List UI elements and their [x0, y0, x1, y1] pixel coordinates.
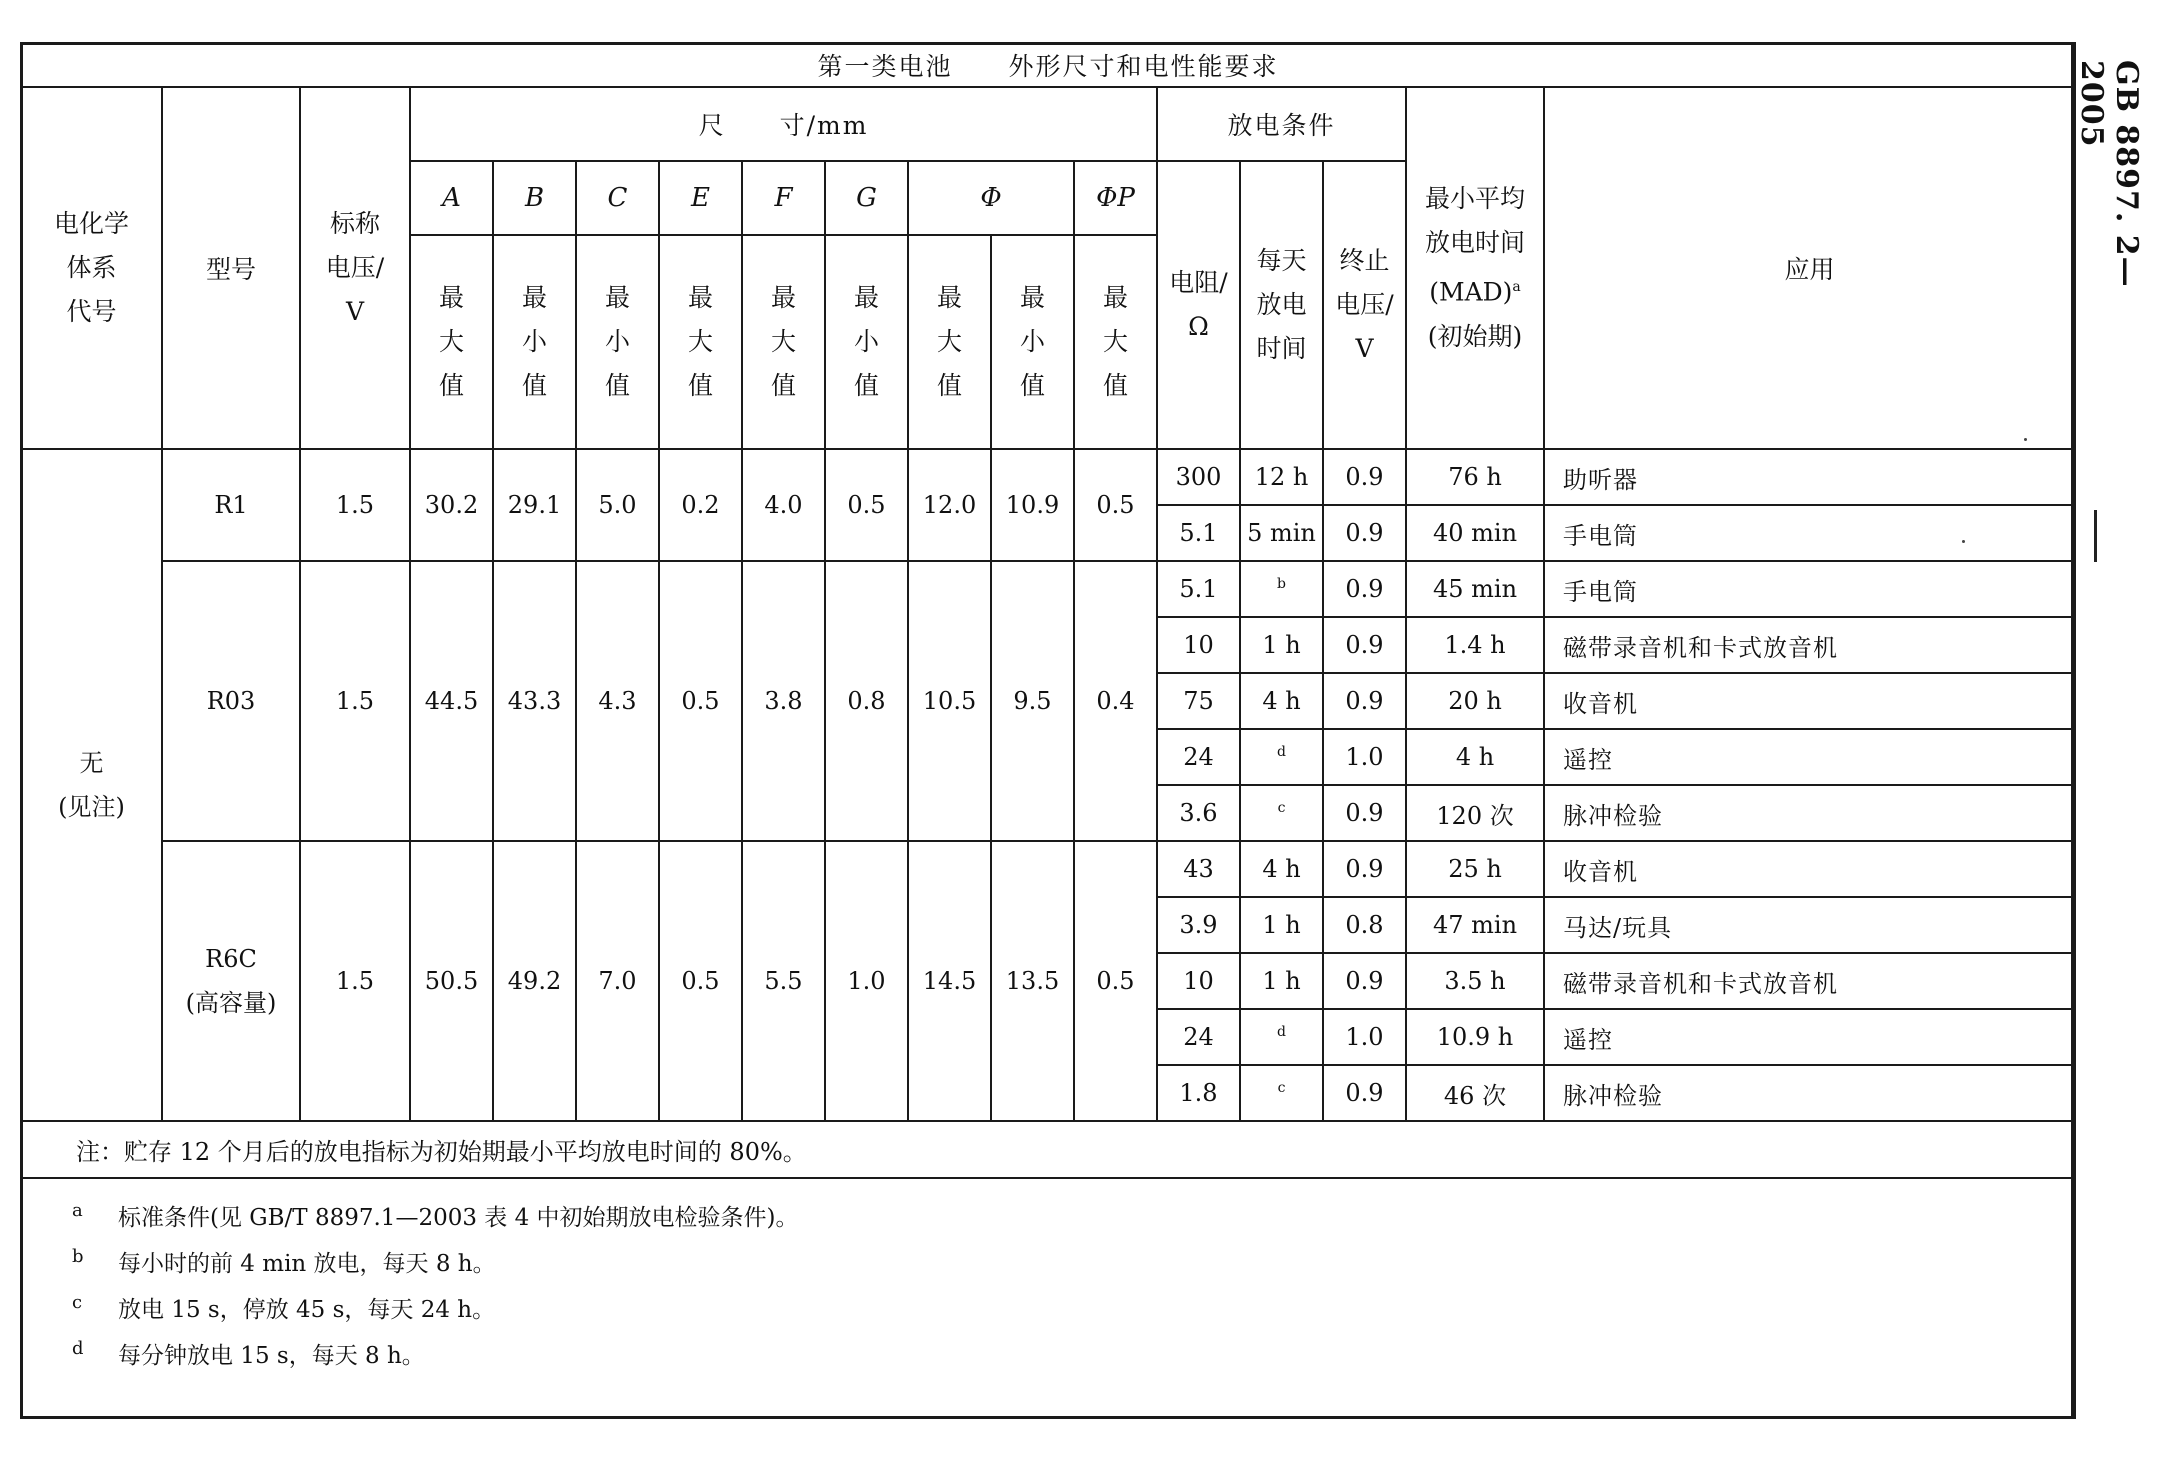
- application-cell: 脉冲检验: [1544, 785, 2075, 841]
- application-cell: 磁带录音机和卡式放音机: [1544, 953, 2075, 1009]
- header-dim-limit-char: 大: [1102, 327, 1128, 356]
- resistance-cell: 24: [1157, 1009, 1240, 1065]
- voltage-cell: 1.5: [300, 561, 410, 841]
- daily-time-cell: [1240, 841, 1323, 897]
- end-voltage-cell: 0.9: [1323, 953, 1406, 1009]
- header-voltage-line: 标称: [329, 209, 380, 238]
- application-cell: 手电筒: [1544, 505, 2075, 561]
- daily-time-value: 1 h: [1262, 631, 1301, 659]
- resistance-cell: 10: [1157, 953, 1240, 1009]
- header-dim-limit: [825, 235, 908, 449]
- footnote-ref: c: [1277, 1080, 1286, 1096]
- title-right: 外形尺寸和电性能要求: [1008, 52, 1279, 81]
- footnote-ref: d: [1277, 744, 1286, 760]
- end-voltage-cell: 0.9: [1323, 449, 1406, 505]
- header-dim-phip: ΦP: [1074, 161, 1157, 235]
- header-mad-text: 最小平均: [1424, 184, 1525, 214]
- daily-time-value: 1 h: [1262, 967, 1301, 995]
- header-mad-line: [1407, 177, 1543, 221]
- dimension-cell: 10.5: [908, 561, 991, 841]
- daily-time-cell: [1240, 729, 1323, 785]
- end-voltage-cell: 0.9: [1323, 505, 1406, 561]
- dimension-cell: 4.0: [742, 449, 825, 561]
- header-resistance: [1157, 161, 1240, 449]
- header-dim-limit: [410, 235, 493, 449]
- header-dim-limit: [1074, 235, 1157, 449]
- header-dim-limit-char: 值: [521, 371, 547, 400]
- table-row: [21, 841, 2075, 897]
- voltage-cell: 1.5: [300, 449, 410, 561]
- table-row: [21, 449, 2075, 505]
- header-dim-limit-char: 最: [521, 283, 547, 312]
- resistance-cell: 300: [1157, 449, 1240, 505]
- model-cell: [162, 561, 300, 841]
- daily-time-cell: [1240, 561, 1323, 617]
- daily-time-cell: [1240, 449, 1323, 505]
- header-mad-line: [1407, 265, 1543, 314]
- header-dim-limit: [908, 235, 991, 449]
- header-endv-line: V: [1355, 334, 1374, 363]
- header-dim-limit-char: 最: [1019, 283, 1045, 312]
- dimension-cell: 10.9: [991, 449, 1074, 561]
- dimension-cell: 5.0: [576, 449, 659, 561]
- application-cell: 马达/玩具: [1544, 897, 2075, 953]
- table-title: [21, 43, 2075, 87]
- mad-cell: 20 h: [1406, 673, 1544, 729]
- daily-time-cell: [1240, 1009, 1323, 1065]
- mad-cell: 25 h: [1406, 841, 1544, 897]
- resistance-cell: 3.6: [1157, 785, 1240, 841]
- resistance-cell: 24: [1157, 729, 1240, 785]
- header-dim-limit: [493, 235, 576, 449]
- dimension-cell: 29.1: [493, 449, 576, 561]
- end-voltage-cell: 1.0: [1323, 729, 1406, 785]
- mad-cell: 46 次: [1406, 1065, 1544, 1121]
- header-system-code: [21, 87, 162, 449]
- footnote-ref: d: [1277, 1024, 1286, 1040]
- header-resistance-line: Ω: [1188, 312, 1209, 341]
- header-dim-e: E: [659, 161, 742, 235]
- end-voltage-cell: 0.9: [1323, 617, 1406, 673]
- dimension-cell: 50.5: [410, 841, 493, 1121]
- header-dim-limit-char: 最: [770, 283, 796, 312]
- header-daily-line: 放电: [1256, 290, 1307, 319]
- system-code-cell: [21, 449, 162, 1121]
- daily-time-value: 1 h: [1262, 911, 1301, 939]
- header-mad-text: (初始期): [1427, 321, 1523, 351]
- model-cell: [162, 449, 300, 561]
- header-mad-text: 放电时间: [1424, 228, 1525, 258]
- header-dim-f: F: [742, 161, 825, 235]
- end-voltage-cell: 0.9: [1323, 841, 1406, 897]
- header-dim-c: C: [576, 161, 659, 235]
- header-dimensions: 尺 寸/mm: [410, 87, 1157, 161]
- header-dim-limit-char: 大: [770, 327, 796, 356]
- end-voltage-cell: 0.9: [1323, 673, 1406, 729]
- dimension-cell: 0.5: [825, 449, 908, 561]
- title-left: 第一类电池: [817, 52, 953, 81]
- dimension-cell: 0.2: [659, 449, 742, 561]
- footnote-text: 标准条件(见 GB/T 8897.1—2003 表 4 中初始期放电检验条件)。: [118, 1205, 799, 1231]
- application-cell: 助听器: [1544, 449, 2075, 505]
- resistance-cell: 1.8: [1157, 1065, 1240, 1121]
- footnote: [72, 1287, 2074, 1333]
- scan-speck: [2024, 438, 2027, 441]
- resistance-cell: 43: [1157, 841, 1240, 897]
- dimension-cell: 0.8: [825, 561, 908, 841]
- daily-time-value: 4 h: [1262, 855, 1301, 883]
- header-voltage-line: V: [345, 297, 365, 326]
- dimension-cell: 7.0: [576, 841, 659, 1121]
- header-dim-limit-char: 最: [853, 283, 879, 312]
- document-id: GB 8897. 2—2005: [2074, 60, 2144, 288]
- mad-cell: 120 次: [1406, 785, 1544, 841]
- header-dim-limit-char: 大: [438, 327, 464, 356]
- mad-cell: 47 min: [1406, 897, 1544, 953]
- change-bar: [2094, 510, 2097, 562]
- dimension-cell: 0.5: [659, 561, 742, 841]
- header-mad-line: [1407, 221, 1543, 265]
- mad-cell: 45 min: [1406, 561, 1544, 617]
- daily-time-cell: [1240, 505, 1323, 561]
- footnote-ref: c: [1277, 800, 1286, 816]
- dimension-cell: 0.4: [1074, 561, 1157, 841]
- footnote-mark: c: [72, 1292, 83, 1313]
- battery-spec-table: [20, 42, 2076, 1419]
- application-cell: 收音机: [1544, 841, 2075, 897]
- header-endv-line: 电压/: [1335, 290, 1394, 319]
- header-system-line: 代号: [66, 297, 117, 326]
- application-cell: 遥控: [1544, 1009, 2075, 1065]
- dimension-cell: 43.3: [493, 561, 576, 841]
- model-line: R6C: [205, 945, 257, 973]
- dimension-cell: 30.2: [410, 449, 493, 561]
- footnote-mark: d: [72, 1338, 84, 1359]
- header-mad-line: [1407, 315, 1543, 359]
- header-endv-line: 终止: [1339, 246, 1390, 275]
- header-dim-g: G: [825, 161, 908, 235]
- header-system-line: 电化学: [53, 209, 129, 238]
- header-system-line: 体系: [66, 253, 117, 282]
- header-dim-limit-char: 值: [770, 371, 796, 400]
- header-application: 应用: [1544, 87, 2075, 449]
- header-dim-limit-char: 值: [604, 371, 630, 400]
- header-dim-limit-char: 小: [521, 327, 547, 356]
- mad-cell: 1.4 h: [1406, 617, 1544, 673]
- daily-time-cell: [1240, 673, 1323, 729]
- header-model: 型号: [162, 87, 300, 449]
- header-mad-text: (MAD): [1429, 277, 1513, 307]
- system-code-line: 无: [79, 749, 104, 777]
- header-daily-time: [1240, 161, 1323, 449]
- resistance-cell: 5.1: [1157, 505, 1240, 561]
- dimension-cell: 49.2: [493, 841, 576, 1121]
- dimension-cell: 0.5: [659, 841, 742, 1121]
- application-cell: 脉冲检验: [1544, 1065, 2075, 1121]
- mad-cell: 76 h: [1406, 449, 1544, 505]
- header-dim-limit-char: 大: [687, 327, 713, 356]
- header-dim-limit-char: 大: [936, 327, 962, 356]
- header-dim-limit-char: 小: [1019, 327, 1045, 356]
- header-dim-b: B: [493, 161, 576, 235]
- daily-time-cell: [1240, 1065, 1323, 1121]
- header-discharge: 放电条件: [1157, 87, 1406, 161]
- table-note: 注：贮存 12 个月后的放电指标为初始期最小平均放电时间的 80%。: [21, 1121, 2075, 1178]
- footnote: [72, 1333, 2074, 1379]
- model-line: R03: [206, 687, 256, 715]
- header-resistance-line: 电阻/: [1169, 268, 1228, 297]
- dimension-cell: 3.8: [742, 561, 825, 841]
- footnote-text: 放电 15 s，停放 45 s，每天 24 h。: [118, 1297, 496, 1323]
- dimension-cell: 4.3: [576, 561, 659, 841]
- end-voltage-cell: 0.9: [1323, 1065, 1406, 1121]
- dimension-cell: 5.5: [742, 841, 825, 1121]
- footnote-ref-a: a: [1512, 279, 1521, 296]
- end-voltage-cell: 0.9: [1323, 561, 1406, 617]
- daily-time-cell: [1240, 953, 1323, 1009]
- footnote-text: 每分钟放电 15 s，每天 8 h。: [118, 1343, 425, 1369]
- header-dim-a: A: [410, 161, 493, 235]
- dimension-cell: 0.5: [1074, 841, 1157, 1121]
- header-voltage-line: 电压/: [325, 253, 385, 282]
- daily-time-value: 5 min: [1247, 519, 1316, 547]
- header-end-voltage: [1323, 161, 1406, 449]
- header-dim-limit: [742, 235, 825, 449]
- header-dim-limit: [659, 235, 742, 449]
- header-mad: [1406, 87, 1544, 449]
- daily-time-value: 12 h: [1254, 463, 1309, 491]
- resistance-cell: 5.1: [1157, 561, 1240, 617]
- resistance-cell: 75: [1157, 673, 1240, 729]
- application-cell: 遥控: [1544, 729, 2075, 785]
- header-dim-limit: [576, 235, 659, 449]
- header-daily-line: 每天: [1256, 246, 1307, 275]
- model-line: R1: [214, 491, 248, 519]
- dimension-cell: 1.0: [825, 841, 908, 1121]
- note-row: [21, 1121, 2075, 1178]
- header-dim-limit-char: 值: [853, 371, 879, 400]
- header-dim-limit-char: 最: [604, 283, 630, 312]
- scan-speck: [1962, 540, 1965, 543]
- application-cell: 手电筒: [1544, 561, 2075, 617]
- daily-time-cell: [1240, 897, 1323, 953]
- header-dim-phi: Φ: [908, 161, 1074, 235]
- footnote: [72, 1241, 2074, 1287]
- mad-cell: 4 h: [1406, 729, 1544, 785]
- header-dim-limit-char: 值: [438, 371, 464, 400]
- model-line: (高容量): [185, 989, 277, 1017]
- header-dim-limit-char: 值: [1102, 371, 1128, 400]
- header-daily-line: 时间: [1256, 334, 1307, 363]
- footnote-ref: b: [1277, 576, 1286, 592]
- resistance-cell: 3.9: [1157, 897, 1240, 953]
- header-dim-limit-char: 小: [604, 327, 630, 356]
- header-dim-limit-char: 最: [687, 283, 713, 312]
- dimension-cell: 13.5: [991, 841, 1074, 1121]
- footnotes: [21, 1178, 2075, 1418]
- system-code-line: (见注): [58, 793, 125, 821]
- daily-time-cell: [1240, 785, 1323, 841]
- header-dim-limit: [991, 235, 1074, 449]
- application-cell: 收音机: [1544, 673, 2075, 729]
- end-voltage-cell: 0.9: [1323, 785, 1406, 841]
- header-dim-limit-char: 最: [1102, 283, 1128, 312]
- daily-time-value: 4 h: [1262, 687, 1301, 715]
- mad-cell: 40 min: [1406, 505, 1544, 561]
- mad-cell: 3.5 h: [1406, 953, 1544, 1009]
- resistance-cell: 10: [1157, 617, 1240, 673]
- dimension-cell: 9.5: [991, 561, 1074, 841]
- header-dim-limit-char: 最: [936, 283, 962, 312]
- table-row: [21, 561, 2075, 617]
- footnote-mark: a: [72, 1200, 83, 1221]
- dimension-cell: 12.0: [908, 449, 991, 561]
- header-dim-limit-char: 值: [687, 371, 713, 400]
- header-dim-limit-char: 值: [1019, 371, 1045, 400]
- footnote: [72, 1195, 2074, 1241]
- header-dim-limit-char: 最: [438, 283, 464, 312]
- header-dim-limit-char: 值: [936, 371, 962, 400]
- daily-time-cell: [1240, 617, 1323, 673]
- end-voltage-cell: 1.0: [1323, 1009, 1406, 1065]
- footnote-mark: b: [72, 1246, 84, 1267]
- header-voltage: [300, 87, 410, 449]
- mad-cell: 10.9 h: [1406, 1009, 1544, 1065]
- application-cell: 磁带录音机和卡式放音机: [1544, 617, 2075, 673]
- model-cell: [162, 841, 300, 1121]
- voltage-cell: 1.5: [300, 841, 410, 1121]
- footnote-text: 每小时的前 4 min 放电，每天 8 h。: [118, 1251, 496, 1277]
- dimension-cell: 44.5: [410, 561, 493, 841]
- footnotes-row: [21, 1178, 2075, 1418]
- header-dim-limit-char: 小: [853, 327, 879, 356]
- end-voltage-cell: 0.8: [1323, 897, 1406, 953]
- dimension-cell: 0.5: [1074, 449, 1157, 561]
- dimension-cell: 14.5: [908, 841, 991, 1121]
